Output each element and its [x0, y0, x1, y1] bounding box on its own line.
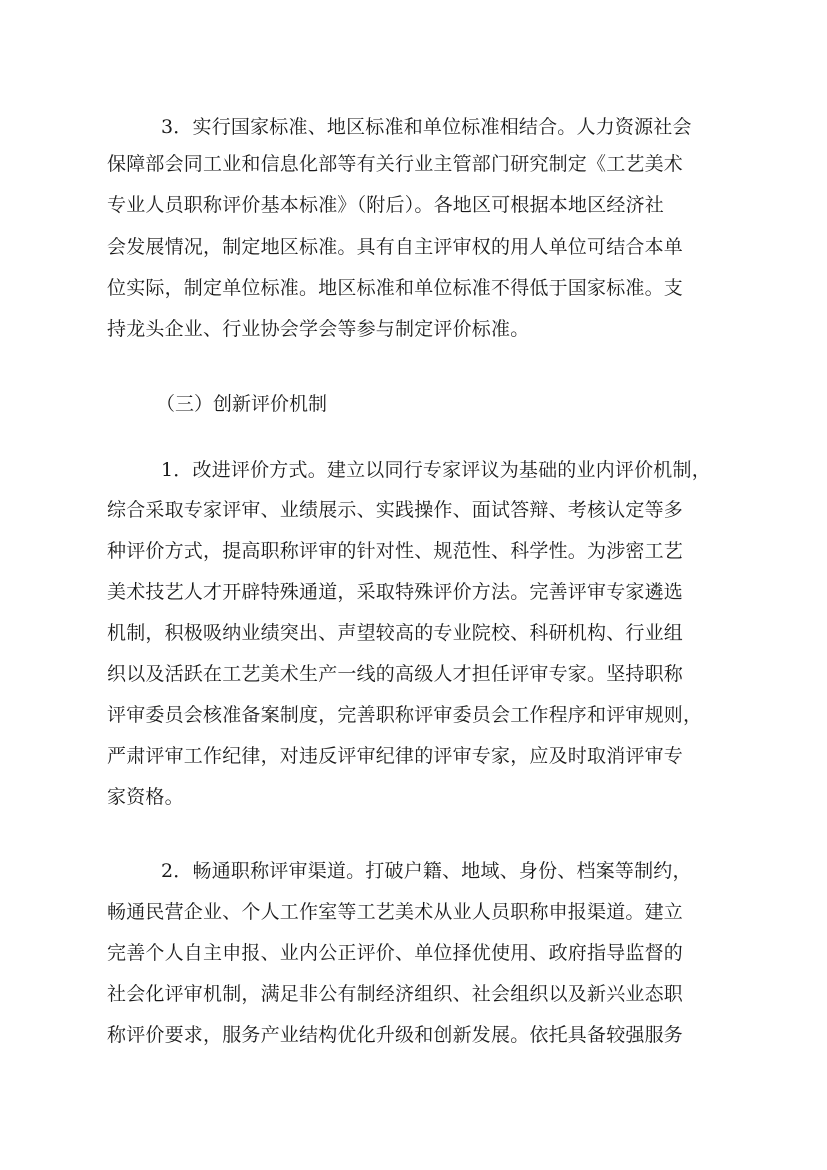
- paragraph-line: 2．畅通职称评审渠道。打破户籍、地域、身份、档案等制约，: [161, 860, 692, 882]
- paragraph-line: 种评价方式，提高职称评审的针对性、规范性、科学性。为涉密工艺: [107, 540, 684, 562]
- paragraph-line: 保障部会同工业和信息化部等有关行业主管部门研究制定《工艺美术: [107, 153, 684, 175]
- paragraph-line: 完善个人自主申报、业内公正评价、单位择优使用、政府指导监督的: [107, 942, 684, 964]
- paragraph-line: 位实际，制定单位标准。地区标准和单位标准不得低于国家标准。支: [107, 277, 684, 299]
- paragraph-line: 评审委员会核准备案制度，完善职称评审委员会工作程序和评审规则，: [107, 704, 703, 726]
- paragraph-line: 畅通民营企业、个人工作室等工艺美术从业人员职称申报渠道。建立: [107, 901, 684, 923]
- paragraph-line: 家资格。: [107, 786, 184, 808]
- paragraph-line: 机制，积极吸纳业绩突出、声望较高的专业院校、科研机构、行业组: [107, 622, 684, 644]
- paragraph-line: 综合采取专家评审、业绩展示、实践操作、面试答辩、考核认定等多: [107, 499, 684, 521]
- paragraph-line: 严肃评审工作纪律，对违反评审纪律的评审专家，应及时取消评审专: [107, 745, 684, 767]
- paragraph-line: 专业人员职称评价基本标准》（附后）。各地区可根据本地区经济社: [107, 194, 665, 216]
- paragraph-line: 社会化评审机制，满足非公有制经济组织、社会组织以及新兴业态职: [107, 983, 684, 1005]
- paragraph-line: 持龙头企业、行业协会学会等参与制定评价标准。: [107, 318, 530, 340]
- paragraph-line: 会发展情况，制定地区标准。具有自主评审权的用人单位可结合本单: [107, 236, 684, 258]
- paragraph-line: 1．改进评价方式。建立以同行专家评议为基础的业内评价机制，: [161, 459, 711, 481]
- paragraph-line: 织以及活跃在工艺美术生产一线的高级人才担任评审专家。坚持职称: [107, 663, 684, 685]
- paragraph-line: 美术技艺人才开辟特殊通道，采取特殊评价方法。完善评审专家遴选: [107, 581, 684, 603]
- section-heading: （三）创新评价机制: [156, 393, 328, 415]
- paragraph-line: 3．实行国家标准、地区标准和单位标准相结合。人力资源社会: [161, 116, 692, 138]
- paragraph-line: 称评价要求，服务产业结构优化升级和创新发展。依托具备较强服务: [107, 1024, 684, 1046]
